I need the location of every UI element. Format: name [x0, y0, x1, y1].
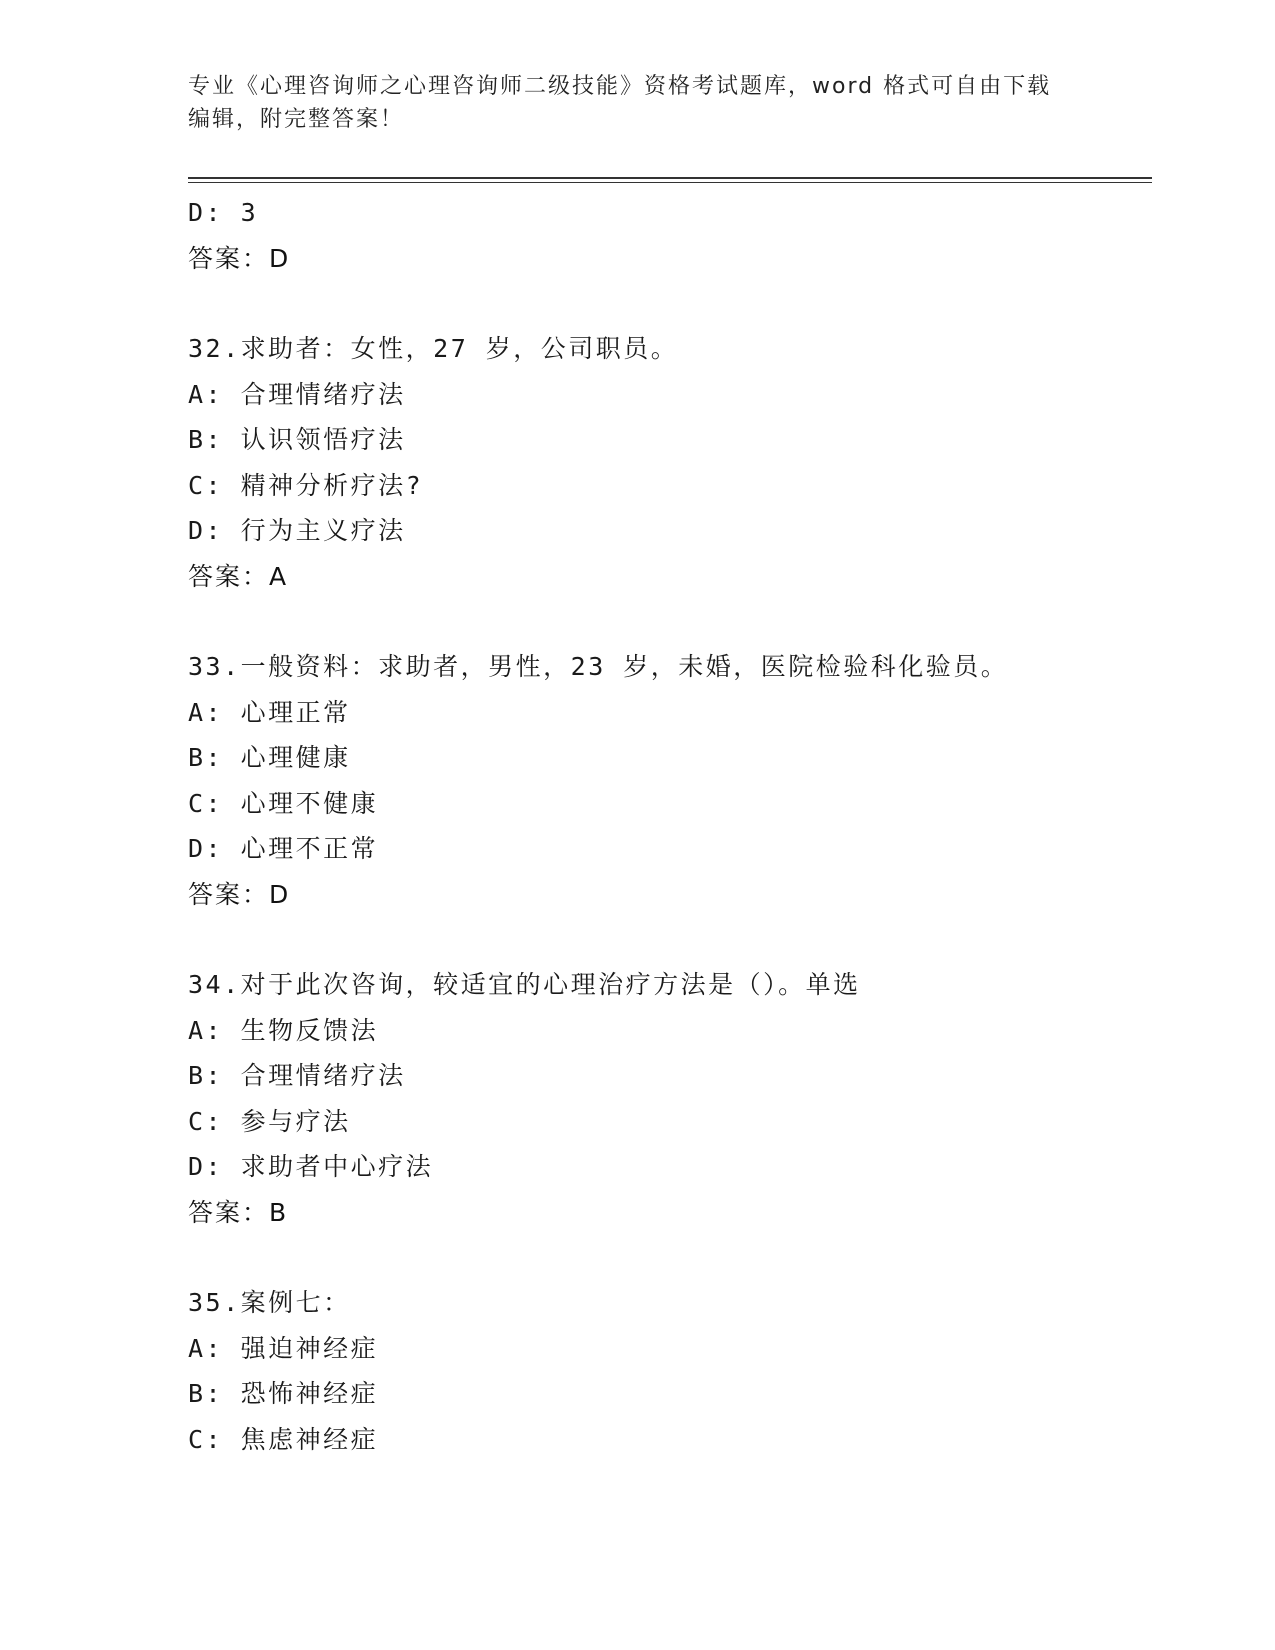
- header-divider-thin: [188, 182, 1152, 183]
- option-d-32: D: 行为主义疗法: [188, 516, 406, 545]
- option-a-32: A: 合理情绪疗法: [188, 379, 406, 409]
- document-header: [188, 70, 1088, 136]
- option-c-33: C: 心理不健康: [188, 788, 379, 818]
- question-stem-33: 33.一般资料：求助者，男性，23 岁，未婚，医院检验科化验员。: [188, 652, 1009, 681]
- spacer: [188, 281, 1148, 326]
- option-d-34: D: 求助者中心疗法: [188, 1152, 434, 1181]
- question-stem-35: 35.案例七：: [188, 1288, 351, 1317]
- option-b-34: B: 合理情绪疗法: [188, 1061, 406, 1090]
- prev-answer: 答案：D: [188, 243, 291, 273]
- option-c-34: C: 参与疗法: [188, 1106, 351, 1136]
- prev-option-d: D: 3: [188, 198, 259, 227]
- option-c-32: C: 精神分析疗法?: [188, 470, 424, 500]
- spacer: [188, 599, 1148, 644]
- question-stem-34: 34.对于此次咨询，较适宜的心理治疗方法是（）。单选: [188, 970, 861, 999]
- option-d-33: D: 心理不正常: [188, 834, 379, 863]
- option-a-34: A: 生物反馈法: [188, 1015, 379, 1045]
- option-a-35: A: 强迫神经症: [188, 1333, 379, 1363]
- option-c-35: C: 焦虑神经症: [188, 1424, 379, 1454]
- answer-34: 答案：B: [188, 1197, 289, 1227]
- option-b-35: B: 恐怖神经症: [188, 1379, 379, 1408]
- question-list: [188, 190, 1148, 1462]
- question-stem-32: 32.求助者：女性，27 岁，公司职员。: [188, 334, 679, 363]
- header-divider: [188, 177, 1152, 179]
- spacer: [188, 917, 1148, 962]
- option-b-33: B: 心理健康: [188, 743, 351, 772]
- option-b-32: B: 认识领悟疗法: [188, 425, 406, 454]
- header-line-1: 专业《心理咨询师之心理咨询师二级技能》资格考试题库，word 格式可自由下载: [188, 74, 1052, 99]
- answer-32: 答案：A: [188, 561, 289, 591]
- answer-33: 答案：D: [188, 879, 291, 909]
- spacer: [188, 1235, 1148, 1280]
- header-line-2: 编辑，附完整答案！: [188, 107, 405, 132]
- option-a-33: A: 心理正常: [188, 697, 351, 727]
